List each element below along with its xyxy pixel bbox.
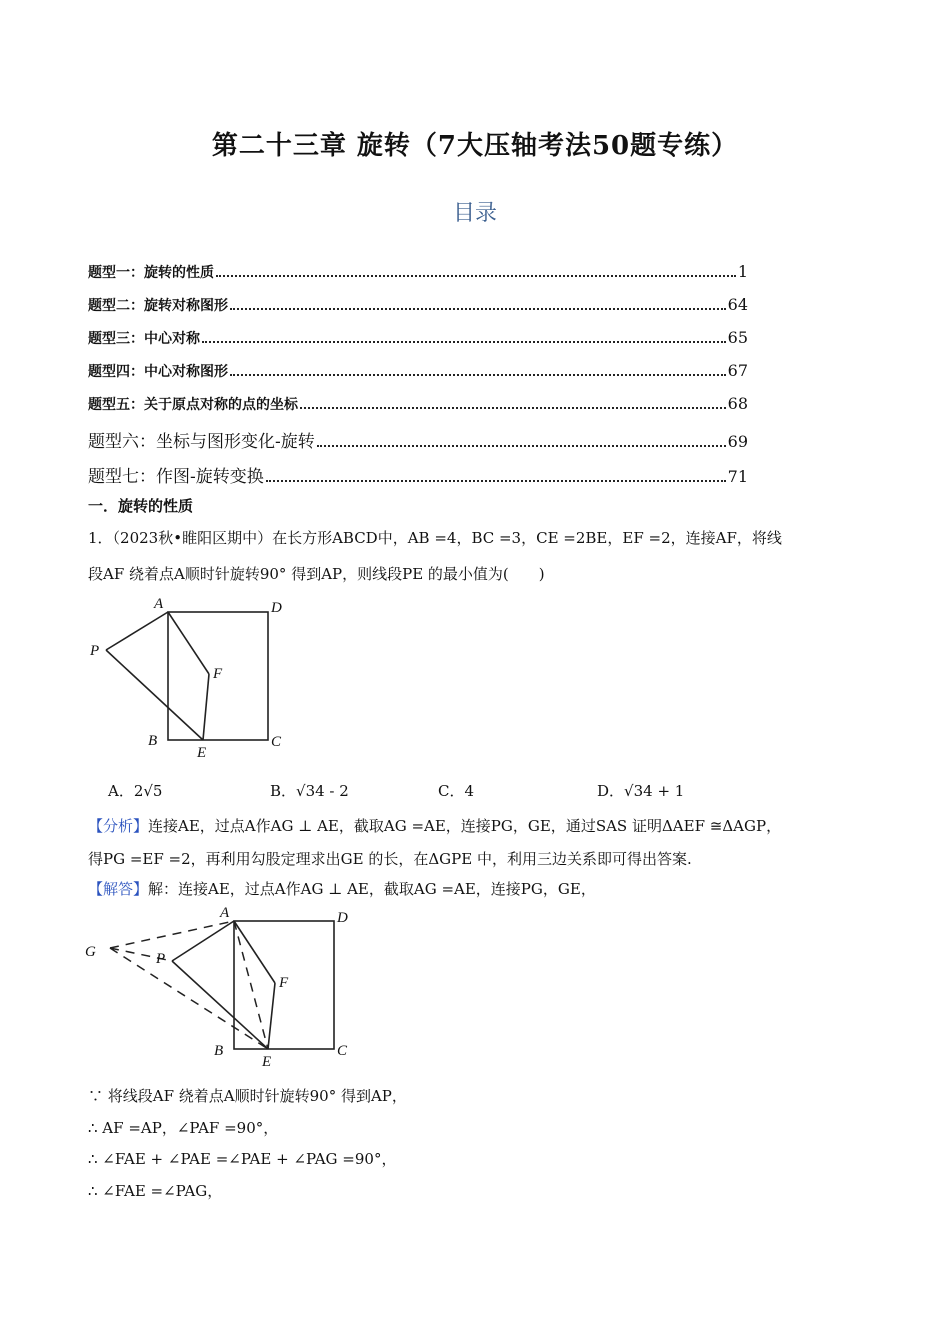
point-label: E [197, 745, 207, 761]
toc-leader [230, 373, 726, 376]
toc-item-page: 64 [727, 295, 748, 314]
toc-item[interactable] [88, 361, 748, 381]
point-label: C [337, 1043, 348, 1059]
segment-ap [106, 612, 168, 650]
segment-af [234, 921, 275, 983]
toc-item-label: 题型二：旋转对称图形 [88, 298, 228, 314]
page-title: 第二十三章 旋转（7大压轴考法50题专练） [211, 131, 739, 161]
point-label: F [279, 975, 289, 991]
toc-item[interactable] [88, 295, 748, 315]
figure-solution-construction [82, 900, 362, 1070]
toc-leader [230, 307, 726, 310]
point-label: B [214, 1043, 224, 1059]
point-label: P [90, 643, 100, 659]
analysis-tag: 【分析】 [88, 817, 149, 835]
figure-rectangle-rotation [85, 595, 295, 765]
toc-item-label: 题型六：坐标与图形变化-旋转 [88, 432, 315, 452]
solution-step: ∴ ∠FAE + ∠PAE =∠PAE + ∠PAG =90°， [88, 1150, 397, 1168]
segment-ga-dashed [110, 921, 234, 948]
analysis-line [88, 815, 781, 836]
solution-line [88, 878, 596, 899]
option-a[interactable]: A．2√5 [108, 782, 163, 800]
toc-item-page: 68 [727, 394, 748, 413]
section-title: 一．旋转的性质 [88, 497, 194, 515]
toc-item-label: 题型一：旋转的性质 [88, 265, 214, 281]
toc-item[interactable] [88, 427, 748, 452]
point-label: D [337, 910, 348, 926]
solution-step: ∴ AF =AP，∠PAF =90°， [88, 1119, 279, 1137]
toc-item-label: 题型七：作图-旋转变换 [88, 467, 264, 487]
point-label: P [156, 951, 166, 967]
option-b[interactable]: B．√34 - 2 [270, 782, 349, 800]
toc-item[interactable] [88, 394, 748, 414]
segment-ge-dashed [110, 948, 268, 1049]
toc-item-label: 题型五：关于原点对称的点的坐标 [88, 397, 298, 413]
segment-fe [268, 983, 275, 1049]
option-c[interactable]: C．4 [438, 782, 475, 800]
solution-step: ∴ ∠FAE =∠PAG， [88, 1182, 223, 1200]
toc-leader [216, 274, 736, 277]
analysis-line: 得PG =EF =2，再利用勾股定理求出GE 的长，在ΔGPE 中，利用三边关系即可得出答案. [88, 850, 692, 868]
toc-leader [300, 406, 726, 409]
toc-item[interactable] [88, 462, 748, 487]
toc-item[interactable] [88, 328, 748, 348]
point-label: B [148, 733, 158, 749]
point-label: A [154, 596, 164, 612]
question-line: 1．（2023秋•睢阳区期中）在长方形ABCD中，AB =4，BC =3，CE =2BE，EF =2，连接AF，将线 [88, 529, 782, 547]
solution-tag: 【解答】 [88, 880, 149, 898]
question-line: 段AF 绕着点A顺时针旋转90° 得到AP，则线段PE 的最小值为( ) [88, 565, 545, 583]
point-label: E [262, 1054, 272, 1070]
point-label: F [213, 666, 223, 682]
solution-text: 解：连接AE，过点A作AG ⊥ AE，截取AG =AE，连接PG，GE， [148, 880, 596, 898]
segment-pe [172, 961, 268, 1049]
option-d[interactable]: D．√34 + 1 [597, 782, 685, 800]
point-label: D [271, 600, 282, 616]
point-label: C [271, 734, 282, 750]
analysis-text: 连接AE，过点A作AG ⊥ AE，截取AG =AE，连接PG，GE，通过SAS 证明ΔAEF ≅ΔAGP， [148, 817, 782, 835]
toc-item-page: 71 [727, 467, 748, 486]
toc-item[interactable] [88, 262, 748, 282]
solution-step: ∵ 将线段AF 绕着点A顺时针旋转90° 得到AP， [88, 1087, 407, 1105]
toc-item-page: 69 [727, 432, 748, 451]
toc-leader [317, 444, 726, 447]
toc-item-label: 题型四：中心对称图形 [88, 364, 228, 380]
toc-item-page: 1 [737, 262, 748, 281]
segment-af [168, 612, 209, 674]
segment-pe [106, 650, 203, 740]
toc-item-label: 题型三：中心对称 [88, 331, 200, 347]
segment-ap [172, 921, 234, 961]
segment-fe [203, 674, 209, 740]
toc-item-page: 65 [727, 328, 748, 347]
toc-item-page: 67 [727, 361, 748, 380]
toc-leader [202, 340, 726, 343]
point-label: A [220, 905, 230, 921]
toc-heading: 目录 [452, 201, 497, 226]
point-label: G [85, 944, 96, 960]
toc-leader [266, 479, 726, 482]
